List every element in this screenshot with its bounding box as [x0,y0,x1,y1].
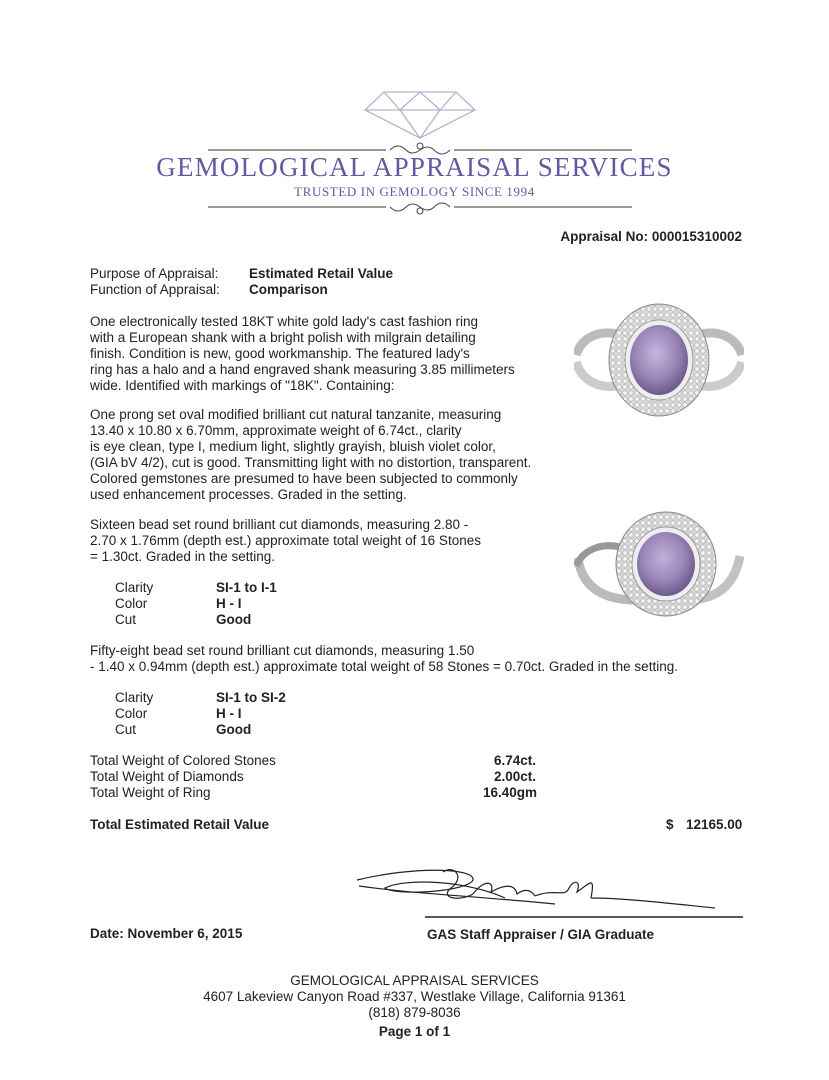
text-line: 2.70 x 1.76mm (depth est.) approximate total weight of 16 Stones [90,533,481,548]
text-line: Colored gemstones are presumed to have been subjected to commonly [90,471,518,486]
company-tagline: TRUSTED IN GEMOLOGY SINCE 1994 [294,184,535,199]
grade-value: SI-1 to SI-2 [216,690,286,705]
text-line: finish. Condition is new, good workmanship. The featured lady's [90,346,470,361]
ring-top-view-icon [574,300,744,420]
signature-icon [355,858,745,920]
text-line: ring has a halo and a hand engraved shank measuring 3.85 millimeters [90,362,515,377]
text-line: = 1.30ct. Graded in the setting. [90,549,275,564]
ring-description [90,314,515,394]
text-line: is eye clean, type I, medium light, slightly grayish, bluish violet color, [90,439,496,454]
retail-value-label: Total Estimated Retail Value [90,817,270,832]
grade-label: Clarity [115,690,154,705]
diamonds-description-1 [90,517,481,565]
grade-value: Good [216,722,252,737]
grade-label: Clarity [115,580,154,595]
appraiser-title: GAS Staff Appraiser / GIA Graduate [427,927,655,942]
total-label: Total Weight of Diamonds [90,769,244,784]
ring-photo-top [574,300,744,420]
total-label: Total Weight of Ring [90,785,211,800]
appraisal-date: Date: November 6, 2015 [90,926,243,941]
grade-value: H - I [216,596,242,611]
grade-label: Cut [115,612,137,627]
text-line: 13.40 x 10.80 x 6.70mm, approximate weight of 6.74ct., clarity [90,423,462,438]
tanzanite-description [90,407,531,503]
page-number: Page 1 of 1 [378,1024,451,1039]
text-line: used enhancement processes. Graded in the setting. [90,487,407,502]
function-value: Comparison [249,282,328,297]
total-value: 16.40gm [483,785,538,800]
text-line: Fifty-eight bead set round brilliant cut diamonds, measuring 1.50 [90,643,475,658]
text-line: (GIA bV 4/2), cut is good. Transmitting light with no distortion, transparent. [90,455,532,470]
retail-currency: $ [666,817,674,832]
purpose-value: Estimated Retail Value [249,266,394,281]
total-label: Total Weight of Colored Stones [90,753,276,768]
total-value: 6.74ct. [494,753,537,768]
diamonds-description-2 [90,643,678,675]
text-line: wide. Identified with markings of "18K". Containing: [90,378,395,393]
footer-address: 4607 Lakeview Canyon Road #337, Westlake Village, California 91361 [203,989,626,1004]
text-line: Sixteen bead set round brilliant cut diamonds, measuring 2.80 - [90,517,469,532]
purpose-label: Purpose of Appraisal: [90,266,219,281]
grade-value: Good [216,612,252,627]
grade-value: H - I [216,706,242,721]
total-value: 2.00ct. [494,769,537,784]
appraisal-number: Appraisal No: 000015310002 [560,229,742,244]
grade-label: Color [115,706,148,721]
ring-photo-side [574,508,744,623]
signature [355,858,745,920]
retail-amount: 12165.00 [686,817,743,832]
grade-label: Color [115,596,148,611]
text-line: - 1.40 x 0.94mm (depth est.) approximate total weight of 58 Stones = 0.70ct. Graded in the setting. [90,659,678,674]
text-line: with a European shank with a bright polish with milgrain detailing [90,330,476,345]
footer-phone: (818) 879-8036 [368,1005,461,1020]
grade-label: Cut [115,722,137,737]
footer-company: GEMOLOGICAL APPRAISAL SERVICES [290,973,539,988]
grade-value: SI-1 to I-1 [216,580,277,595]
function-label: Function of Appraisal: [90,282,220,297]
ring-side-view-icon [574,508,744,623]
text-line: One electronically tested 18KT white gold lady's cast fashion ring [90,314,479,329]
company-name: GEMOLOGICAL APPRAISAL SERVICES [156,152,673,182]
text-line: One prong set oval modified brilliant cut natural tanzanite, measuring [90,407,502,422]
